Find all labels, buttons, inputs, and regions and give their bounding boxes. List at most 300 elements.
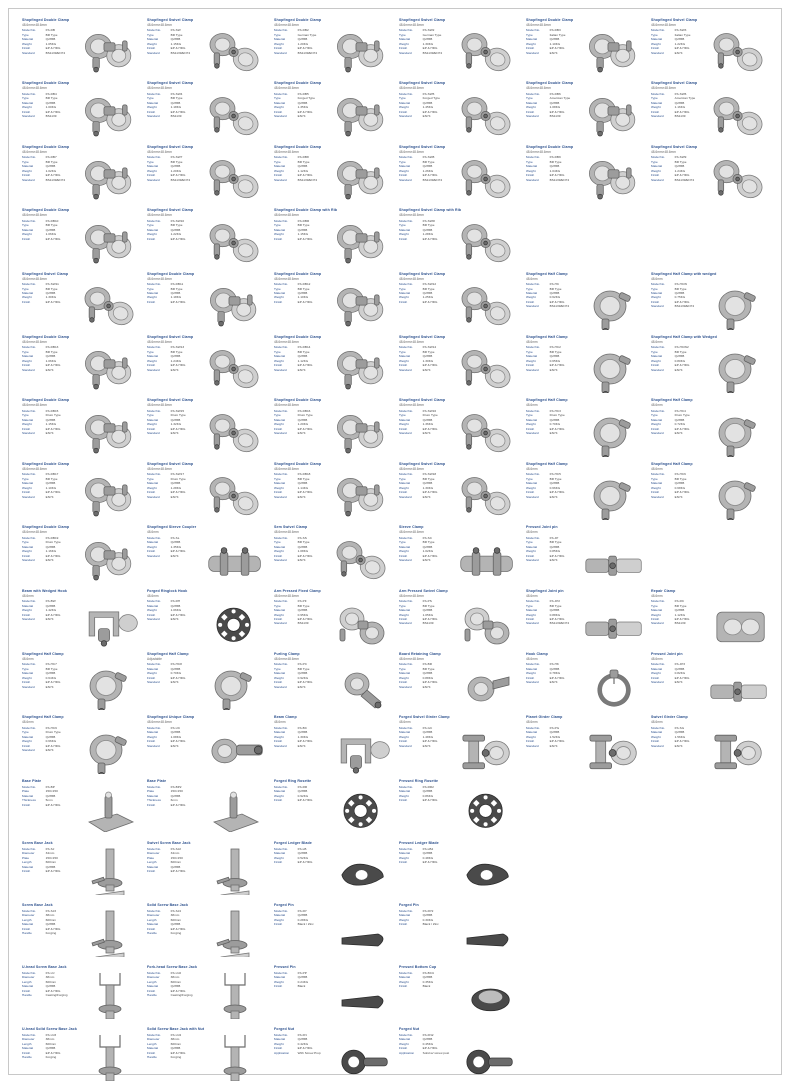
spec-row [22,481,76,485]
product-size: 48.6mm×48.6mm [399,593,424,598]
spec-row [274,676,328,680]
spec-row [22,350,76,354]
spec-label: Model No. [274,662,289,667]
spec-row [22,980,76,984]
product-pair [20,16,266,79]
spec-row [526,96,580,100]
spec-row [274,431,328,435]
spec-label: Model No. [147,599,162,604]
spec-row [22,110,76,114]
spec-list [147,909,201,957]
product-card [145,901,266,963]
spec-value: BR Type [422,159,435,164]
spec-row [147,984,201,988]
spec-row [274,291,328,295]
product-size: 48.6mm [651,466,663,471]
spec-label: Type [147,476,154,481]
product-image [330,909,391,957]
spec-row [526,42,580,46]
product-body [274,662,391,710]
spec-row [274,490,328,494]
spec-label: Type [147,96,154,101]
spec-row [399,856,453,860]
product-title: Screw Base Jack [22,902,53,907]
spec-row [526,676,580,680]
spec-row [526,359,580,363]
product-image [330,662,391,710]
spec-value: FS-JP [549,535,559,540]
spec-row [651,472,705,476]
product-title: U-head Solid Screw Base Jack [22,1026,77,1031]
spec-label: Model No. [274,91,289,96]
spec-row [651,295,705,299]
product-card [145,713,266,776]
spec-label: Standard [526,431,539,436]
spec-value: Q235B [422,291,433,295]
spec-value: Q235B [297,1037,308,1042]
product-image [707,409,768,457]
product-pair [272,143,518,206]
product-image [203,662,264,710]
product-card [20,396,141,459]
product-card [145,523,266,586]
spec-label: Weight [399,41,409,46]
spec-label: Standard [147,431,160,436]
spec-value: FS-BCU [422,970,435,975]
spec-value: Q235B [45,603,56,608]
spec-label: Model No. [147,784,162,789]
spec-value: FS-UJ2 [170,970,182,975]
spec-list [147,472,201,520]
spec-value: FS-RR [297,784,308,789]
spec-label: Weight [399,917,409,922]
spec-label: Model No. [274,784,289,789]
spec-row [399,558,453,562]
spec-label: Model No. [147,345,162,350]
spec-label: Standard [651,680,664,685]
spec-value: Q235B [422,671,433,676]
spec-row [526,418,580,422]
product-image [707,726,768,774]
product-image [582,409,643,457]
spec-value: EN74 [674,494,683,499]
spec-label: Standard [22,558,35,563]
product-image [582,662,643,710]
spec-row [274,549,328,553]
spec-value: EP & HDG [549,46,565,51]
spec-row [399,847,453,851]
product-body [22,92,139,140]
spec-row [147,291,201,295]
spec-label: Finish [22,490,31,495]
product-title: Shopfinged Double Clamp [22,335,70,340]
spec-row [147,798,201,802]
spec-row [274,481,328,485]
spec-list [651,345,705,393]
spec-list [22,847,76,895]
spec-value: Q235B [422,100,433,105]
spec-label: Material [147,922,159,927]
spec-row [147,1055,201,1059]
spec-row [147,300,201,304]
spec-value: EN74 [422,367,431,372]
spec-value: 1.20KG [170,168,182,173]
spec-row [399,37,453,41]
product-card [397,587,518,650]
spec-row [651,613,705,617]
product-pair [272,901,518,963]
product-pair [524,523,770,586]
product-image [455,155,516,203]
product-body [22,1033,139,1081]
spec-row [274,599,328,603]
product-body [274,726,391,774]
spec-row [147,431,201,435]
product-body [651,282,768,330]
product-card [20,16,141,79]
spec-row [274,477,328,481]
spec-label: Weight [147,168,157,173]
spec-label: Diameter [22,975,35,980]
spec-value: EP & HDG [674,675,690,680]
spec-row [147,418,201,422]
spec-value: FS-DB16 [297,408,311,413]
spec-row [526,477,580,481]
spec-row [147,101,201,105]
spec-row [22,472,76,476]
spec-value: Q235B [45,354,56,359]
product-body [147,536,264,584]
spec-value: Q235B [297,851,308,856]
spec-label: Model No. [22,472,37,477]
spec-value: EN74 [45,558,54,563]
spec-row [526,680,580,684]
spec-row [526,409,580,413]
spec-value: FS-HC3 [549,408,561,413]
spec-row [274,354,328,358]
spec-row [274,536,328,540]
product-card [20,650,141,713]
spec-row [147,676,201,680]
spec-list [274,847,328,895]
product-title: Shopfinged Double Clamp [22,81,70,86]
spec-row [274,980,328,984]
spec-label: Standard [526,114,539,119]
spec-label: Finish [22,926,31,931]
spec-value: 1.20KG [297,41,309,46]
spec-label: Finish [651,490,660,495]
spec-row [22,1046,76,1050]
product-image [455,971,516,1019]
product-size: 48.6mm×48.6mm [526,86,551,91]
spec-row [526,300,580,304]
product-size: 48.6mm×48.6mm [22,276,47,281]
spec-value: Q235B [170,540,181,545]
product-title: Shopfinged Double Clamp [274,18,322,22]
product-body [399,345,516,393]
spec-label: Finish [526,46,535,51]
spec-value: Q235B [422,417,433,422]
spec-label: Material [22,922,34,927]
spec-row [399,918,453,922]
spec-row [651,300,705,304]
spec-label: Model No. [399,662,414,667]
spec-row [22,785,76,789]
product-body [147,155,264,203]
spec-label: Diameter [147,975,160,980]
spec-label: Model No. [274,28,289,33]
spec-value: EP & HDG [45,612,61,617]
spec-row [399,92,453,96]
product-image [330,726,391,774]
spec-value: Q235B [170,354,181,359]
product-card [145,460,266,523]
spec-label: Finish [274,46,283,51]
spec-row [651,608,705,612]
spec-value: 150×150 [170,789,183,794]
spec-label: Type [526,96,533,101]
product-pair [524,1025,770,1087]
spec-value: EP & HDG [549,739,565,744]
product-image [707,28,768,76]
product-card [524,396,645,459]
spec-row [651,422,705,426]
spec-row [274,730,328,734]
spec-value: EP & HDG [297,426,313,431]
product-card [20,1025,141,1087]
spec-label: Material [147,730,159,735]
spec-value: Q235B [549,417,560,422]
product-body [526,536,643,584]
spec-row [399,794,453,798]
spec-value: FS-HC4 [674,408,686,413]
spec-row [274,975,328,979]
product-card [145,270,266,333]
spec-row [651,160,705,164]
spec-label: Standard [651,367,664,372]
spec-row [399,354,453,358]
product-image [78,909,139,957]
spec-list [147,726,201,774]
spec-value: EP & HDG [170,426,186,431]
spec-row [274,155,328,159]
product-body [22,28,139,76]
product-size: Adjustable [147,657,162,662]
spec-label: Finish [399,922,408,927]
spec-list [526,28,580,76]
spec-label: Material [651,100,663,105]
spec-row [399,33,453,37]
spec-row [526,51,580,55]
spec-value: EN74 [297,684,306,689]
spec-row [399,477,453,481]
spec-row [399,28,453,32]
spec-row [274,847,328,851]
spec-row [274,169,328,173]
spec-row [22,913,76,917]
spec-label: Finish [274,109,283,114]
product-body [274,345,391,393]
spec-value: EP & HDG [422,860,438,865]
spec-value: 0.52KG [297,855,309,860]
spec-value: 1.10KG [549,41,561,46]
product-title: Pressed Bottom Cup [399,964,437,969]
spec-row [651,667,705,671]
product-size: 48.6mm×48.6mm [274,23,299,27]
spec-value: EP & HDG [297,553,313,558]
product-title: Pressed Joint pin [526,525,558,530]
spec-label: Model No. [651,725,666,730]
product-card [524,333,645,396]
spec-label: Model No. [651,599,666,604]
spec-label: Finish [147,490,156,495]
product-body [22,662,139,710]
spec-row [274,363,328,367]
product-card [397,333,518,396]
spec-value: EN74 [297,431,306,436]
spec-value: FS-SW4 [170,91,183,96]
spec-value: EP & HDG [45,426,61,431]
spec-value: FS-DB8 [297,155,309,160]
spec-value: BR Type [170,96,183,101]
spec-value: Q235B [297,730,308,735]
spec-value: FS-UC [170,725,181,730]
product-body [22,472,139,520]
product-image [203,785,264,833]
spec-row [22,549,76,553]
spec-row [526,472,580,476]
product-title: Shopfinged Half Clamp [147,652,189,657]
spec-row [147,613,201,617]
spec-label: Finish [274,617,283,621]
spec-row [651,363,705,367]
product-title: Shopfinged Half Clamp [22,652,64,657]
spec-row [22,608,76,612]
spec-row [399,363,453,367]
spec-row [274,295,328,299]
spec-row [147,931,201,935]
spec-label: Model No. [651,91,666,96]
spec-row [22,237,76,241]
spec-label: Weight [147,608,157,613]
spec-value: German Type [297,32,317,37]
spec-row [274,918,328,922]
spec-row [651,427,705,431]
product-body [22,785,139,833]
spec-label: Weight [274,485,284,490]
product-body [147,785,264,833]
spec-label: Weight [22,168,32,173]
spec-row [651,101,705,105]
spec-row [399,110,453,114]
spec-value: Q235B [297,291,308,295]
spec-label: Standard [22,50,35,55]
product-size: 48.6mm×48.6mm [651,86,676,91]
product-title: Shopfinged Half Clamp [526,398,568,403]
spec-row [399,422,453,426]
spec-label: Model No. [526,535,541,540]
spec-row [22,927,76,931]
spec-list [147,92,201,140]
product-body [147,409,264,457]
spec-list [22,345,76,393]
spec-label: Finish [274,490,283,495]
spec-row [22,851,76,855]
product-body [399,92,516,140]
spec-value: 1.16KG [674,105,686,110]
spec-label: Weight [399,1041,409,1046]
spec-label: Material [22,417,34,422]
spec-value: Q235B [422,975,433,980]
spec-row [274,418,328,422]
spec-list [147,28,201,76]
spec-label: Weight [274,295,284,300]
product-image [707,92,768,140]
spec-row [651,726,705,730]
spec-value: 0.75KG [674,295,686,300]
spec-value: American Type [674,96,696,101]
spec-row [22,984,76,988]
spec-label: Finish [274,739,283,744]
spec-value: BR Type [674,603,687,608]
spec-row [147,427,201,431]
spec-value: EP & HDG [422,426,438,431]
spec-value: Q235B [45,417,56,422]
spec-value: FS-DB18 [297,472,311,477]
spec-row [274,42,328,46]
product-title: Swivel Screw Base Jack [147,840,191,845]
spec-row [651,46,705,50]
spec-label: Weight [274,917,284,922]
product-body [22,219,139,267]
spec-label: Model No. [22,535,37,540]
spec-list [147,409,201,457]
spec-label: Model No. [399,28,414,33]
product-body [147,847,264,895]
spec-label: Material [22,291,34,295]
spec-label: Finish [22,299,31,304]
spec-value: BS1139 [170,114,182,119]
spec-label: Standard [147,114,160,119]
spec-value: EN74 [45,367,54,372]
spec-label: Weight [651,612,661,617]
product-card [649,143,770,206]
spec-row [147,28,201,32]
spec-row [22,160,76,164]
spec-row [399,984,453,988]
spec-value: EP & HDG [422,173,438,178]
spec-row [274,860,328,864]
spec-list [22,536,76,584]
spec-value: 0.80KG [674,358,686,363]
spec-label: Diameter [22,1037,35,1042]
product-card [397,206,518,269]
spec-value: FS-HCW2 [674,345,689,350]
spec-value: EP & HDG [170,926,186,931]
spec-value: EN74 [45,494,54,499]
product-card [145,777,266,839]
spec-row [526,282,580,286]
product-image [455,409,516,457]
product-card [649,396,770,459]
spec-row [274,160,328,164]
spec-row [22,51,76,55]
spec-label: Weight [399,295,409,300]
spec-value: Drum Type [45,413,61,418]
spec-label: Material [274,481,286,486]
product-card [649,16,770,79]
spec-value: EP & HDG [45,743,61,748]
